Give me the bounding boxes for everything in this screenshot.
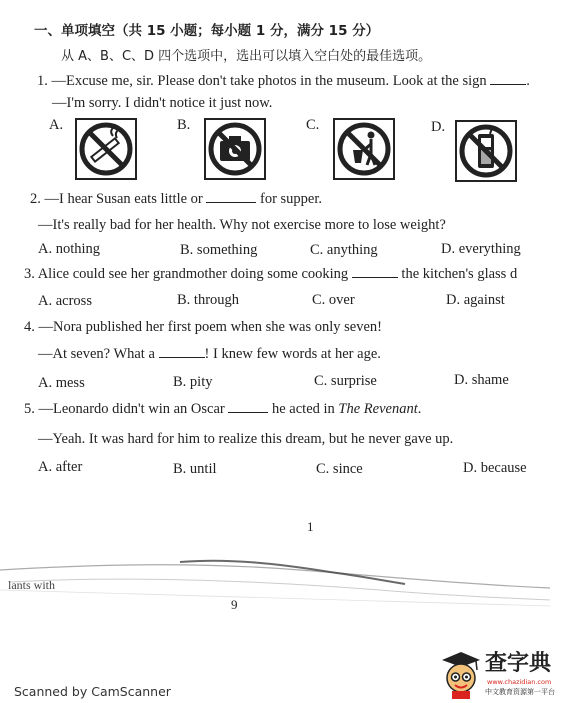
- question-1-stem: [37, 72, 530, 90]
- option-b: B. pity: [173, 374, 213, 390]
- option-c: C. over: [312, 292, 355, 308]
- answer-blank: [352, 265, 398, 278]
- section-header: 一、单项填空（共 15 小题；每小题 1 分，满分 15 分）: [34, 23, 380, 39]
- question-2-stem: [30, 190, 322, 208]
- logo-brand: 查字典: [485, 651, 552, 676]
- option-c: C. anything: [310, 242, 378, 258]
- question-number: 5.: [24, 401, 35, 417]
- question-4-stem: [24, 318, 382, 336]
- option-d: D. shame: [454, 372, 509, 388]
- option-a: A. across: [38, 293, 92, 309]
- option-label: C.: [306, 117, 320, 133]
- question-text: —Leonardo didn't win an Oscar: [38, 401, 225, 417]
- option-label: D.: [431, 119, 446, 135]
- question-text: —At seven? What a: [38, 346, 155, 362]
- question-number: 4.: [24, 319, 35, 335]
- answer-blank: [206, 190, 256, 203]
- option-c: C. since: [316, 461, 363, 477]
- option-d: D. against: [446, 292, 505, 308]
- question-number: 2.: [30, 191, 41, 207]
- option-d: D. because: [463, 460, 527, 476]
- question-2-reply: —It's really bad for her health. Why not exercise more to lose weight?: [38, 217, 446, 233]
- no-littering-icon: [335, 120, 393, 178]
- option-a: A. after: [38, 459, 83, 475]
- question-5-stem: [24, 400, 421, 418]
- option-b: B. something: [180, 242, 258, 258]
- option-b: B. until: [173, 461, 217, 477]
- logo-tagline: 中文教育资源第一平台: [485, 688, 555, 696]
- scan-smudge: [0, 540, 567, 620]
- scanner-watermark: Scanned by CamScanner: [14, 684, 171, 699]
- question-text: for supper.: [260, 191, 323, 207]
- option-c: C. surprise: [314, 373, 377, 389]
- option-d: D. everything: [441, 241, 521, 257]
- question-text-end: .: [417, 401, 422, 417]
- option-label: A.: [49, 117, 64, 133]
- answer-blank: [159, 345, 205, 358]
- question-text: the kitchen's glass d: [401, 266, 518, 282]
- no-smoking-icon: [77, 120, 135, 178]
- page-number: 1: [307, 519, 314, 534]
- question-number: 1.: [37, 73, 48, 89]
- question-text: Alice could see her grandmother doing some cooking: [37, 266, 349, 282]
- option-label: B.: [177, 117, 191, 133]
- no-littering-sign: [333, 118, 395, 180]
- no-photography-sign: [204, 118, 266, 180]
- answer-blank: [228, 400, 268, 413]
- answer-blank: [490, 72, 526, 85]
- question-5-reply: —Yeah. It was hard for him to realize this dream, but he never gave up.: [38, 431, 454, 447]
- logo-url: www.chazidian.com: [487, 678, 552, 686]
- section-instruction: 从 A、B、C、D 四个选项中，选出可以填入空白处的最佳选项。: [61, 49, 432, 64]
- question-3-stem: [24, 265, 517, 283]
- no-photography-icon: [206, 120, 264, 178]
- no-mobile-phone-sign: [455, 120, 517, 182]
- option-a: A. nothing: [38, 241, 101, 257]
- question-text: he acted in: [271, 401, 335, 417]
- chazidian-logo: [440, 650, 564, 700]
- question-4-reply: [38, 345, 381, 363]
- question-1-reply: —I'm sorry. I didn't notice it just now.: [52, 95, 273, 111]
- film-title: The Revenant: [338, 401, 418, 417]
- mascot-icon: [440, 650, 482, 700]
- bleed-through-page-number: 9: [231, 597, 238, 612]
- no-smoking-sign: [75, 118, 137, 180]
- question-text: —Nora published her first poem when she was only seven!: [38, 319, 382, 335]
- option-b: B. through: [177, 292, 240, 308]
- bleed-through-text: lants with: [8, 578, 55, 592]
- question-number: 3.: [24, 266, 35, 282]
- question-text: ! I knew few words at her age.: [204, 346, 381, 362]
- question-text-end: .: [526, 73, 530, 89]
- option-a: A. mess: [38, 375, 85, 391]
- no-mobile-phone-icon: [457, 122, 515, 180]
- question-text: —I hear Susan eats little or: [44, 191, 203, 207]
- question-text: —Excuse me, sir. Please don't take photos in the museum. Look at the sign: [51, 73, 487, 89]
